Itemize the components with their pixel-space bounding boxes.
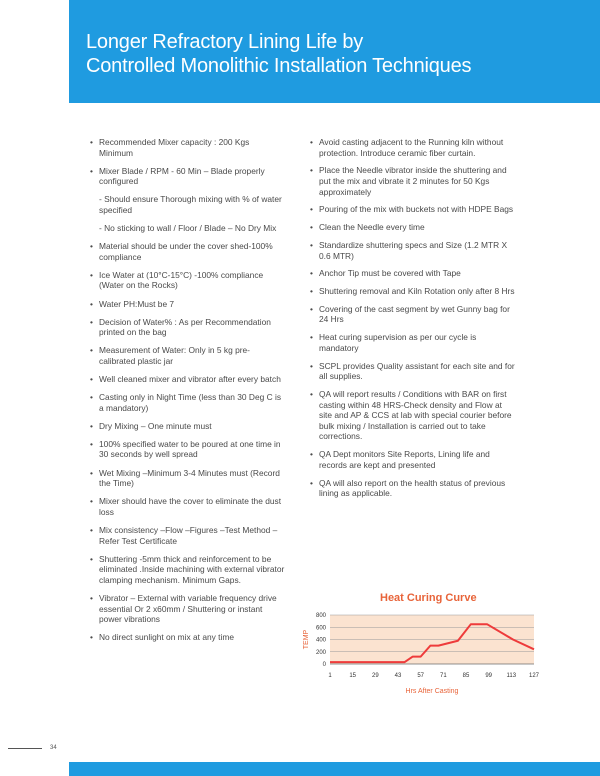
bullet-item: • Mixer should have the cover to eliminate the dust loss <box>90 496 285 517</box>
bullet-item: • Material should be under the cover shed-100% compliance <box>90 241 285 262</box>
bullet-item: • Dry Mixing – One minute must <box>90 421 285 432</box>
bullet-item: • SCPL provides Quality assistant for each site and for all supplies. <box>310 361 515 382</box>
bullet-item: • Shuttering -5mm thick and reinforcement to be eliminated .Inside machining with external vibrator clamping mechanism. Minimum Gaps. <box>90 554 285 586</box>
header-banner <box>69 0 600 103</box>
bullet-item: • No direct sunlight on mix at any time <box>90 632 285 643</box>
x-tick-label: 85 <box>462 673 470 679</box>
sub-point: - Should ensure Thorough mixing with % of water specified <box>99 194 282 215</box>
bullet-item: • Decision of Water% : As per Recommendation printed on the bag <box>90 317 285 338</box>
bullet-item: • 100% specified water to be poured at one time in 30 seconds by well spread <box>90 439 285 460</box>
y-tick-label: 600 <box>315 625 326 632</box>
x-tick-label: 1 <box>328 673 332 679</box>
x-tick-label: 127 <box>528 673 540 679</box>
bullet-item: • Casting only in Night Time (less than 30 Deg C is a mandatory) <box>90 392 285 413</box>
bullet-item: • Well cleaned mixer and vibrator after every batch <box>90 374 285 385</box>
page-number-rule <box>8 748 42 749</box>
title-line-1: Longer Refractory Lining Life by <box>86 31 364 53</box>
bullet-item: • Recommended Mixer capacity : 200 Kgs Minimum <box>90 137 285 158</box>
x-axis-label: Hrs After Casting <box>405 688 459 695</box>
bullet-item: • Measurement of Water: Only in 5 kg pre-calibrated plastic jar <box>90 345 285 366</box>
chart-title: Heat Curing Curve <box>380 592 477 604</box>
y-tick-label: 0 <box>322 662 326 668</box>
x-tick-label: 29 <box>371 673 379 679</box>
y-tick-label: 400 <box>315 637 326 644</box>
bullet-item: • Avoid casting adjacent to the Running kiln without protection. Introduce ceramic fiber curtain. <box>310 137 515 158</box>
title-line-2: Controlled Monolithic Installation Techniques <box>86 55 472 77</box>
y-tick-label: 200 <box>315 649 326 656</box>
heat-curing-chart <box>296 606 546 696</box>
bullet-item: • Pouring of the mix with buckets not with HDPE Bags <box>310 204 515 215</box>
bullet-item: • Anchor Tip must be covered with Tape <box>310 268 515 279</box>
bullet-item: • Mix consistency –Flow –Figures –Test Method –Refer Test Certificate <box>90 525 285 546</box>
x-tick-label: 113 <box>506 673 517 679</box>
footer-bar <box>69 762 600 776</box>
bullet-item: • Standardize shuttering specs and Size (1.2 MTR X 0.6 MTR) <box>310 240 515 261</box>
bullet-item: • Clean the Needle every time <box>310 222 515 233</box>
x-tick-label: 99 <box>485 673 493 679</box>
x-tick-label: 15 <box>349 673 357 679</box>
bullet-item: • Covering of the cast segment by wet Gunny bag for 24 Hrs <box>310 304 515 325</box>
bullet-item: • Mixer Blade / RPM - 60 Min – Blade properly configured <box>90 166 285 187</box>
bullet-item: • Wet Mixing –Minimum 3-4 Minutes must (Record the Time) <box>90 468 285 489</box>
bullet-item: • QA will report results / Conditions with BAR on first casting within 48 HRS-Check density and Flow at site and AP & CCS at lab with special courier before bulk mixing / Installation is carried out to take corrections. <box>310 389 515 442</box>
bullet-item: • Place the Needle vibrator inside the shuttering and put the mix and vibrate it 2 minutes for 50 Kgs approximately <box>310 165 515 197</box>
page-title <box>86 30 471 78</box>
x-tick-label: 71 <box>439 673 447 679</box>
left-bullet-list <box>90 137 285 650</box>
y-tick-label: 800 <box>315 613 326 619</box>
bullet-item: • Water PH:Must be 7 <box>90 299 285 310</box>
bullet-item: • Ice Water at (10°C-15°C) -100% compliance (Water on the Rocks) <box>90 270 285 291</box>
bullet-item: • Heat curing supervision as per our cycle is mandatory <box>310 332 515 353</box>
page-number: 34 <box>50 745 57 751</box>
sub-point: - No sticking to wall / Floor / Blade – No Dry Mix <box>99 223 277 234</box>
x-tick-label: 57 <box>417 673 425 679</box>
bullet-item: • QA Dept monitors Site Reports, Lining life and records are kept and presented <box>310 449 515 470</box>
bullet-item: • Shuttering removal and Kiln Rotation only after 8 Hrs <box>310 286 515 297</box>
x-tick-label: 43 <box>394 673 402 679</box>
right-bullet-list <box>310 137 515 506</box>
bullet-item: • Vibrator – External with variable frequency drive essential Or 2 x60mm / Shuttering or instant power vibrations <box>90 593 285 625</box>
bullet-item: • QA will also report on the health status of previous lining as applicable. <box>310 478 515 499</box>
y-axis-label: TEMP <box>303 629 310 650</box>
